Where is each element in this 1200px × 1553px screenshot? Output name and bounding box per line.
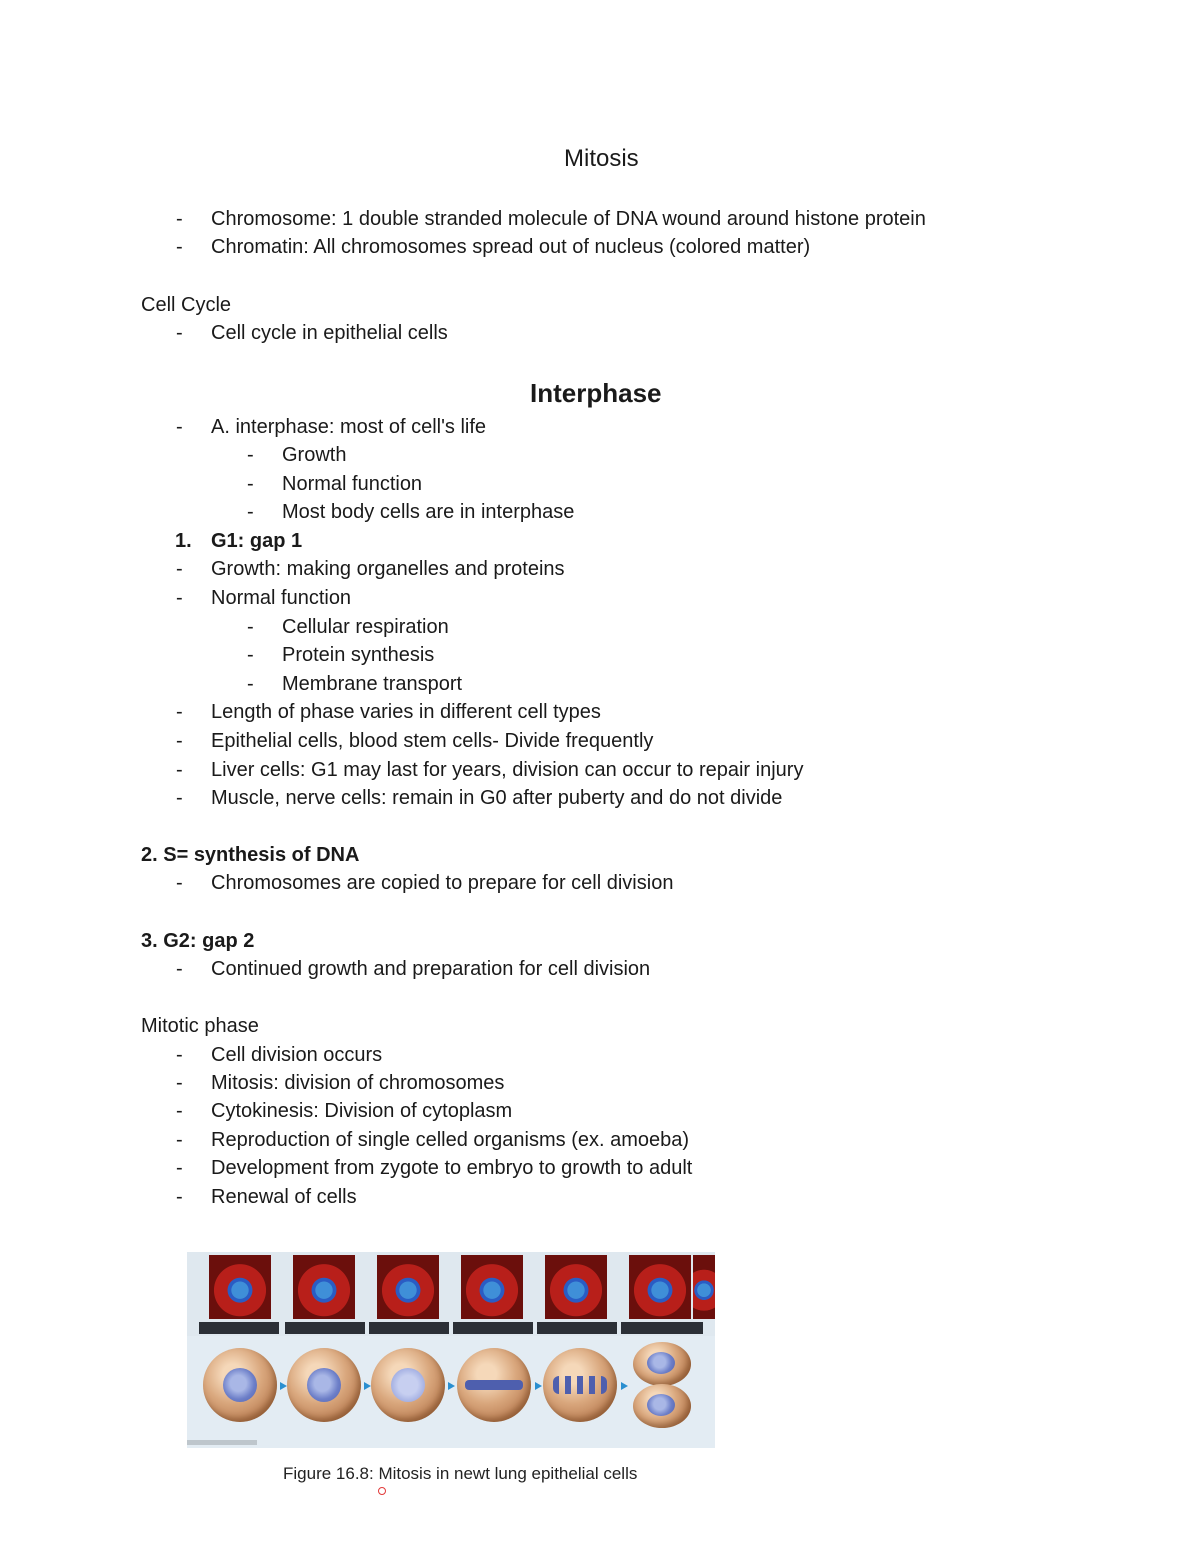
- arrow-icon: [535, 1382, 542, 1390]
- bullet-dash: -: [176, 416, 183, 438]
- mitotic-item: Mitosis: division of chromosomes: [211, 1072, 505, 1094]
- nucleus-illustration: [647, 1394, 675, 1416]
- nucleus-illustration: [223, 1368, 257, 1402]
- cell-illustration: [203, 1348, 277, 1422]
- bullet-dash: -: [176, 1100, 183, 1122]
- nucleus-illustration: [307, 1368, 341, 1402]
- mitosis-figure-image: [187, 1252, 715, 1448]
- phase-label-bar: [285, 1322, 365, 1334]
- nucleus-illustration: [391, 1368, 425, 1402]
- g1-item: Muscle, nerve cells: remain in G0 after puberty and do not divide: [211, 787, 783, 809]
- g2-item: Continued growth and preparation for cell division: [211, 958, 651, 980]
- g1-item: Liver cells: G1 may last for years, division can occur to repair injury: [211, 759, 804, 781]
- g1-heading: G1: gap 1: [211, 530, 303, 552]
- micrograph: [293, 1255, 355, 1319]
- g1-item: Growth: making organelles and proteins: [211, 558, 565, 580]
- phase-label-bar: [453, 1322, 533, 1334]
- cell-illustration: [287, 1348, 361, 1422]
- interphase-sub-item: Growth: [282, 444, 347, 466]
- mitotic-item: Reproduction of single celled organisms (ex. amoeba): [211, 1129, 690, 1151]
- section-heading-interphase: Interphase: [530, 378, 662, 408]
- g1-item: Normal function: [211, 587, 352, 609]
- g1-item: Epithelial cells, blood stem cells- Divide frequently: [211, 730, 654, 752]
- bullet-dash: -: [176, 1129, 183, 1151]
- bullet-dash: -: [176, 958, 183, 980]
- cell-illustration: [543, 1348, 617, 1422]
- g1-sub-item: Protein synthesis: [282, 644, 435, 666]
- bullet-dash: -: [247, 501, 254, 523]
- bullet-dash: -: [247, 444, 254, 466]
- bullet-dash: -: [176, 208, 183, 230]
- bullet-dash: -: [176, 587, 183, 609]
- bullet-dash: -: [247, 616, 254, 638]
- micrograph: [377, 1255, 439, 1319]
- bullet-dash: -: [176, 558, 183, 580]
- bullet-dash: -: [176, 322, 183, 344]
- cell-cycle-item: Cell cycle in epithelial cells: [211, 322, 448, 344]
- arrow-icon: [448, 1382, 455, 1390]
- mitotic-item: Renewal of cells: [211, 1186, 357, 1208]
- nucleus-illustration: [647, 1352, 675, 1374]
- phase-label-bar: [537, 1322, 617, 1334]
- arrow-icon: [280, 1382, 287, 1390]
- cell-illustration: [371, 1348, 445, 1422]
- arrow-icon: [621, 1382, 628, 1390]
- micrograph: [209, 1255, 271, 1319]
- bullet-dash: -: [176, 759, 183, 781]
- bullet-dash: -: [176, 730, 183, 752]
- interphase-main-item: A. interphase: most of cell's life: [211, 416, 487, 438]
- bullet-dash: -: [247, 473, 254, 495]
- figure-caption: Figure 16.8: Mitosis in newt lung epithelial cells: [283, 1464, 638, 1483]
- s-phase-heading: 2. S= synthesis of DNA: [141, 844, 360, 866]
- mitotic-item: Development from zygote to embryo to growth to adult: [211, 1157, 693, 1179]
- bullet-dash: -: [247, 673, 254, 695]
- bullet-dash: -: [176, 1072, 183, 1094]
- g1-item: Length of phase varies in different cell types: [211, 701, 601, 723]
- micrograph: [629, 1255, 691, 1319]
- page-title: Mitosis: [564, 145, 639, 172]
- bullet-dash: -: [176, 701, 183, 723]
- g1-heading-number: 1.: [175, 530, 192, 552]
- cell-illustration: [633, 1384, 691, 1428]
- bullet-dash: -: [176, 787, 183, 809]
- g2-heading: 3. G2: gap 2: [141, 930, 255, 952]
- phase-label-bar: [621, 1322, 703, 1334]
- figure-copyright-mark: [187, 1440, 257, 1445]
- cell-illustration: [457, 1348, 531, 1422]
- mitotic-item: Cell division occurs: [211, 1044, 383, 1066]
- mitotic-item: Cytokinesis: Division of cytoplasm: [211, 1100, 513, 1122]
- micrograph: [461, 1255, 523, 1319]
- bullet-dash: -: [176, 1186, 183, 1208]
- g1-sub-item: Cellular respiration: [282, 616, 449, 638]
- nucleus-illustration: [553, 1376, 607, 1394]
- nucleus-illustration: [465, 1380, 523, 1390]
- bullet-dash: -: [176, 1044, 183, 1066]
- micrograph-strip: [187, 1252, 715, 1336]
- arrow-icon: [364, 1382, 371, 1390]
- micrograph: [545, 1255, 607, 1319]
- interphase-sub-item: Normal function: [282, 473, 423, 495]
- intro-item: Chromosome: 1 double stranded molecule of DNA wound around histone protein: [211, 208, 926, 230]
- annotation-dot-icon: [378, 1487, 386, 1495]
- phase-label-bar: [369, 1322, 449, 1334]
- bullet-dash: -: [176, 236, 183, 258]
- s-phase-item: Chromosomes are copied to prepare for cell division: [211, 872, 674, 894]
- phase-label-bar: [199, 1322, 279, 1334]
- section-heading-mitotic-phase: Mitotic phase: [141, 1015, 259, 1037]
- micrograph: [693, 1255, 715, 1319]
- interphase-sub-item: Most body cells are in interphase: [282, 501, 575, 523]
- intro-item: Chromatin: All chromosomes spread out of nucleus (colored matter): [211, 236, 811, 258]
- bullet-dash: -: [176, 1157, 183, 1179]
- bullet-dash: -: [247, 644, 254, 666]
- bullet-dash: -: [176, 872, 183, 894]
- cell-diagram-row: [187, 1340, 715, 1438]
- cell-illustration: [633, 1342, 691, 1386]
- section-heading-cell-cycle: Cell Cycle: [141, 294, 232, 316]
- g1-sub-item: Membrane transport: [282, 673, 463, 695]
